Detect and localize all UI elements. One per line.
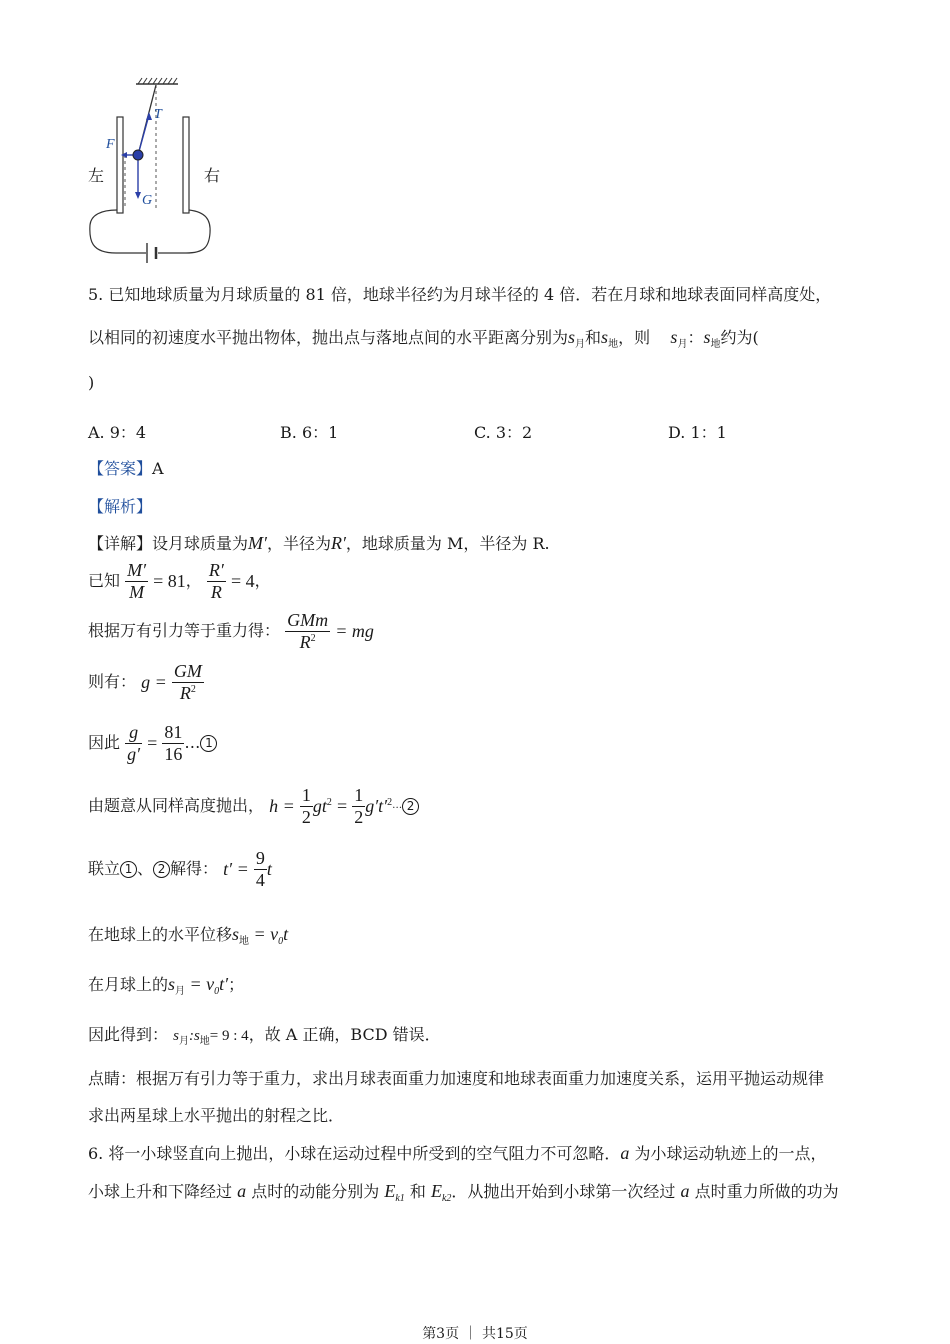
detail-line: 【详解】设月球质量为M′，半径为R′，地球质量为 M，半径为 R.	[88, 533, 550, 553]
answer-value: A	[152, 459, 164, 478]
q5-line1	[88, 282, 831, 305]
circuit-figure	[86, 75, 236, 265]
frac-half-2: $\frac{1}{2}$	[354, 785, 364, 827]
then-text: ，则	[618, 328, 651, 347]
option-a: A. 9：4	[88, 423, 147, 442]
ratio-g-line: 因此 $\frac{g}{g'}$ = $\frac{81}{16}$ … 1	[88, 722, 217, 764]
q5-number: 5.	[88, 285, 104, 304]
frac-9-4: $\frac{9}{4}$	[255, 848, 265, 890]
q5-text-1: 已知地球质量为月球质量的 81 倍，地球半径约为月球半径的 4 倍．若在月球和地球表面同样高度处，	[108, 285, 832, 304]
height-line: 由题意从同样高度抛出， h = $\frac{1}{2}$ $gt^2$ = $\frac{1}{2}$ $g't'^2\dots$ 2	[88, 785, 419, 827]
frac-GMm: $\frac{\text{GMm}}{R^2}$	[287, 610, 329, 652]
option-c: C. 3：2	[474, 423, 533, 442]
comment-line-1: 点睛：根据万有引力等于重力，求出月球表面重力加速度和地球表面重力加速度关系，运用平抛运动规律	[88, 1069, 825, 1088]
frac-M-ratio: $\frac{M'}{M}$	[127, 560, 147, 602]
option-b: B. 6：1	[280, 423, 339, 442]
joint-line: 联立 1 、 2 解得： t′ = $\frac{9}{4}$ t	[88, 848, 272, 890]
q5-text-2a: 以相同的初速度水平抛出物体，抛出点与落地点间的水平距离分别为	[88, 328, 569, 347]
q6-line2: 小球上升和下降经过 a 点时的动能分别为 $E_{k1}$ 和 $E_{k2}$．从抛出开始到小球第一次经过 a 点时重力所做的功为	[88, 1181, 839, 1204]
frac-g: $\frac{g}{g'}$	[127, 722, 141, 764]
q5-line2	[88, 325, 759, 350]
circled-1: 1	[200, 735, 217, 752]
result-line: 因此得到： $s_月:s_地= 9$ : 4，故 A 正确，BCD 错误．	[88, 1025, 441, 1047]
label-left: 左	[88, 166, 105, 185]
s-earth-ratio: $s_地$	[703, 327, 721, 350]
approx-text: 约为(	[720, 328, 759, 347]
answer-tag: 【答案】	[88, 459, 153, 478]
page-footer: 第3页 ｜ 共15页	[422, 1326, 528, 1342]
g-line: 则有： g = $\frac{GM}{R^2}$	[88, 661, 202, 703]
s-earth: $s_地$	[601, 327, 619, 350]
force-G-label: G	[142, 193, 153, 208]
and-text: 和	[585, 328, 602, 347]
analysis-tag: 【解析】	[88, 497, 153, 516]
gravity-line: 根据万有引力等于重力得： $\frac{\text{GMm}}{R^2}$ = mg	[88, 610, 374, 652]
colon: ：	[687, 328, 704, 347]
earth-displacement-line: 在地球上的水平位移$s_地 = v_0t$	[88, 924, 289, 947]
known-line: 已知 $\frac{M'}{M}$ = 81， $\frac{R'}{R}$ = 4，	[88, 560, 271, 602]
frac-GM: $\frac{GM}{R^2}$	[173, 661, 202, 703]
s-moon-ratio: $s_月$	[670, 327, 688, 350]
force-F-label: F	[106, 137, 115, 152]
force-T-label: T	[154, 107, 162, 122]
comment-line-2: 求出两星球上水平抛出的射程之比．	[88, 1106, 345, 1125]
q5-line3: )	[88, 373, 95, 392]
q6-line1: 6. 将一小球竖直向上抛出，小球在运动过程中所受到的空气阻力不可忽略．a 为小球运动轨迹上的一点，	[88, 1143, 827, 1163]
frac-81-16: $\frac{81}{16}$	[164, 722, 183, 764]
s-moon: $s_月$	[568, 327, 586, 350]
moon-displacement-line: 在月球上的$s_月 = v_0t'$；	[88, 974, 245, 997]
label-right: 右	[204, 166, 221, 185]
circled-2: 2	[402, 798, 419, 815]
answer-line	[88, 456, 164, 479]
frac-half-1: $\frac{1}{2}$	[301, 785, 311, 827]
option-d: D. 1：1	[668, 423, 727, 442]
frac-R-ratio: $\frac{R'}{R}$	[208, 560, 224, 602]
